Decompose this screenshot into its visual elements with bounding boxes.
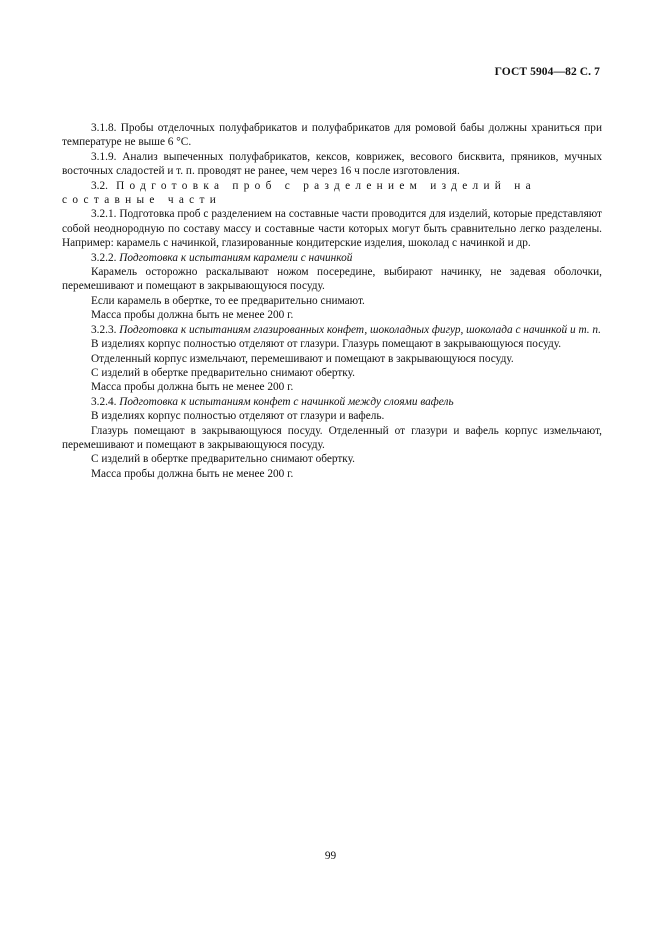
paragraph-3-2-4-c: С изделий в обертке предварительно снимают обертку. — [91, 453, 355, 466]
paragraph-3-2-2-c: Масса пробы должна быть не менее 200 г. — [91, 309, 294, 322]
subsection-title: Подготовка к испытаниям конфет с начинкой между слоями вафель — [119, 395, 454, 408]
standard-header: ГОСТ 5904—82 С. 7 — [494, 66, 600, 78]
subsection-heading-3-2-3 — [62, 323, 602, 337]
paragraph-3-2-4-d: Масса пробы должна быть не менее 200 г. — [91, 467, 294, 480]
subsection-heading-3-2-4 — [62, 395, 602, 409]
subsection-number: 3.2.4. — [91, 395, 117, 408]
paragraph-3-2-3-c: С изделий в обертке предварительно снимают обертку. — [91, 366, 355, 379]
paragraph-3-1-9: 3.1.9. Анализ выпеченных полуфабрикатов, кексов, коврижек, весового бисквита, пряников, мучных восточных сладостей и т. п. проводят не ранее, чем через 16 ч после изготовления. — [62, 150, 602, 178]
document-body — [62, 121, 602, 481]
paragraph-3-2-2-a: Карамель осторожно раскалывают ножом посередине, выбирают начинку, не задевая оболочки, перемешивают и помещают в закрывающуюся посуду. — [62, 266, 602, 293]
paragraph-3-2-3-a: В изделиях корпус полностью отделяют от глазури. Глазурь помещают в закрывающуюся посуду. — [91, 338, 562, 351]
page-number: 99 — [324, 850, 337, 862]
subsection-title: Подготовка к испытаниям глазированных конфет, шоколадных фигур, шоколада с начинкой и т. п. — [119, 323, 601, 336]
subsection-number: 3.2.2. — [91, 251, 117, 264]
paragraph-3-2-2-b: Если карамель в обертке, то ее предварительно снимают. — [91, 294, 365, 307]
subsection-title: Подготовка к испытаниям карамели с начинкой — [119, 251, 353, 264]
subsection-heading-3-2-2 — [62, 251, 602, 265]
section-heading-3-2 — [62, 179, 602, 208]
section-number: 3.2. — [91, 179, 108, 192]
paragraph-3-2-4-b: Глазурь помещают в закрывающуюся посуду. Отделенный от глазури и вафель корпус измельчают, перемешивают и помещают в закрывающуюся посуду. — [62, 424, 602, 451]
section-title: Подготовка проб с разделением изделий на составные части — [62, 179, 536, 207]
paragraph-3-2-1: 3.2.1. Подготовка проб с разделением на составные части проводится для изделий, которые представляют собой неоднородную по составу массу и составные части которых могут быть сравнительно легко разделены. Например: карамель с начинкой, глазированные кондитерские изделия, шоколад с начинкой и др. — [62, 208, 602, 250]
paragraph-3-2-3-b: Отделенный корпус измельчают, перемешивают и помещают в закрывающуюся посуду. — [91, 352, 514, 365]
paragraph-3-2-3-d: Масса пробы должна быть не менее 200 г. — [91, 381, 294, 394]
subsection-number: 3.2.3. — [91, 323, 117, 336]
paragraph-3-2-4-a: В изделиях корпус полностью отделяют от глазури и вафель. — [91, 410, 385, 423]
paragraph-3-1-8: 3.1.8. Пробы отделочных полуфабрикатов и полуфабрикатов для ромовой бабы должны храниться при температуре не выше 6 °С. — [62, 122, 602, 149]
